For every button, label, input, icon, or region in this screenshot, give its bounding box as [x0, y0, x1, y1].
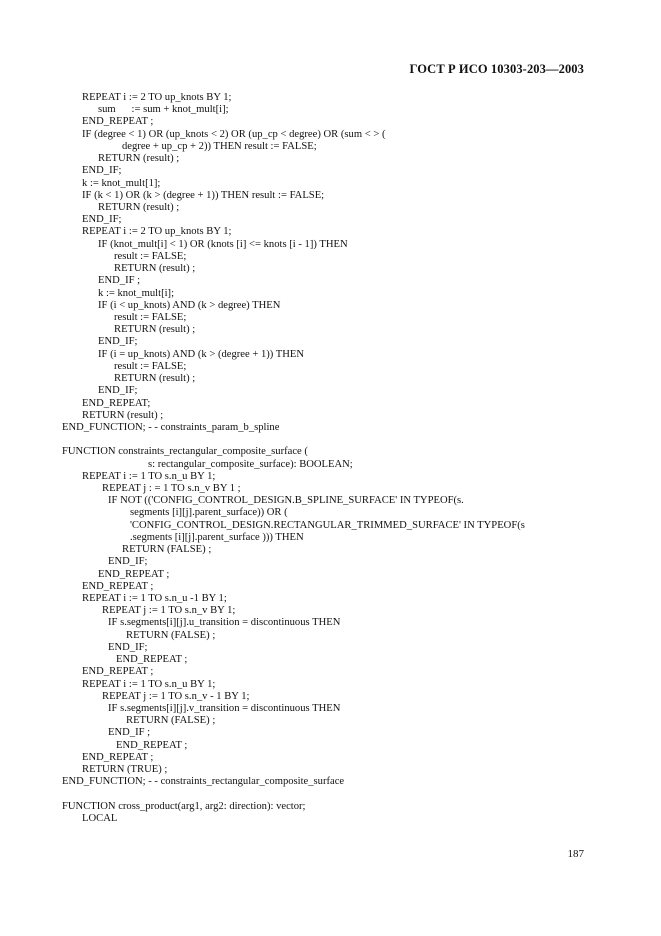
code-line: END_IF;: [98, 336, 138, 348]
code-line: REPEAT j : = 1 TO s.n_v BY 1 ;: [102, 483, 241, 495]
code-line: segments [i][j].parent_surface)) OR (: [130, 507, 288, 519]
code-line: END_IF;: [98, 385, 138, 397]
code-line: k := knot_mult[1];: [82, 177, 161, 189]
code-line: REPEAT i := 1 TO s.n_u -1 BY 1;: [82, 593, 227, 605]
code-line: REPEAT i := 2 TO up_knots BY 1;: [82, 92, 232, 103]
code-line: REPEAT i := 1 TO s.n_u BY 1;: [82, 678, 216, 690]
code-line: END_REPEAT ;: [82, 751, 154, 763]
code-line: LOCAL: [82, 812, 118, 824]
code-line: END_REPEAT ;: [116, 739, 188, 751]
standard-header: ГОСТ Р ИСО 10303-203—2003: [409, 62, 584, 76]
code-line: IF (degree < 1) OR (up_knots < 2) OR (up_cp < degree) OR (sum < > (: [82, 128, 386, 140]
code-line: sum := sum + knot_mult[i];: [98, 104, 229, 116]
code-line: s: rectangular_composite_surface): BOOLEAN;: [148, 458, 353, 470]
code-line: REPEAT j := 1 TO s.n_v BY 1;: [102, 605, 236, 617]
code-line: END_IF;: [82, 214, 122, 226]
code-line: END_REPEAT ;: [98, 568, 170, 580]
code-line: .segments [i][j].parent_surface ))) THEN: [130, 531, 304, 543]
code-line: IF (k < 1) OR (k > (degree + 1)) THEN result := FALSE;: [82, 189, 325, 201]
code-line: RETURN (FALSE) ;: [126, 629, 216, 641]
code-line: k := knot_mult[i];: [98, 287, 175, 299]
code-line: RETURN (TRUE) ;: [82, 764, 168, 776]
code-line: IF NOT (('CONFIG_CONTROL_DESIGN.B_SPLINE_SURFACE' IN TYPEOF(s.: [108, 495, 464, 507]
code-line: REPEAT j := 1 TO s.n_v - 1 BY 1;: [102, 690, 250, 702]
code-line: END_REPEAT ;: [82, 116, 154, 128]
code-line: RETURN (result) ;: [98, 153, 180, 165]
code-line: RETURN (result) ;: [82, 409, 164, 421]
code-line: RETURN (result) ;: [114, 263, 196, 275]
code-line: END_REPEAT ;: [116, 654, 188, 666]
code-line: RETURN (result) ;: [98, 201, 180, 213]
code-line: END_REPEAT ;: [82, 580, 154, 592]
code-line: END_IF;: [108, 556, 148, 568]
code-line: IF (knot_mult[i] < 1) OR (knots [i] <= knots [i - 1]) THEN: [98, 238, 348, 250]
code-line: END_FUNCTION; - - constraints_rectangular_composite_surface: [62, 776, 345, 788]
code-line: REPEAT i := 1 TO s.n_u BY 1;: [82, 470, 216, 482]
code-line: REPEAT i := 2 TO up_knots BY 1;: [82, 226, 232, 238]
code-line: result := FALSE;: [114, 360, 187, 372]
code-line: END_IF;: [108, 641, 148, 653]
code-line: END_IF;: [82, 165, 122, 177]
code-line: END_FUNCTION; - - constraints_param_b_spline: [62, 421, 280, 433]
code-line: IF s.segments[i][j].u_transition = discontinuous THEN: [108, 617, 341, 629]
code-line: RETURN (result) ;: [114, 324, 196, 336]
code-line: IF s.segments[i][j].v_transition = discontinuous THEN: [108, 703, 341, 714]
code-line: END_REPEAT ;: [82, 666, 154, 678]
code-line: FUNCTION cross_product(arg1, arg2: direction): vector;: [62, 800, 306, 812]
code-line: RETURN (FALSE) ;: [126, 715, 216, 727]
code-line: RETURN (result) ;: [114, 373, 196, 385]
code-line: IF (i < up_knots) AND (k > degree) THEN: [98, 299, 281, 311]
page-number: 187: [567, 848, 584, 860]
code-line: FUNCTION constraints_rectangular_composite_surface (: [62, 446, 308, 458]
code-line: 'CONFIG_CONTROL_DESIGN.RECTANGULAR_TRIMMED_SURFACE' IN TYPEOF(s: [130, 519, 525, 531]
code-line: degree + up_cp + 2)) THEN result := FALSE;: [122, 140, 317, 152]
code-line: result := FALSE;: [114, 311, 187, 323]
code-line: IF (i = up_knots) AND (k > (degree + 1)) THEN: [98, 348, 305, 360]
code-line: END_IF ;: [98, 275, 141, 287]
code-line: RETURN (FALSE) ;: [122, 544, 212, 556]
code-line: END_IF ;: [108, 727, 151, 739]
code-line: result := FALSE;: [114, 250, 187, 262]
code-line: END_REPEAT;: [82, 397, 151, 409]
